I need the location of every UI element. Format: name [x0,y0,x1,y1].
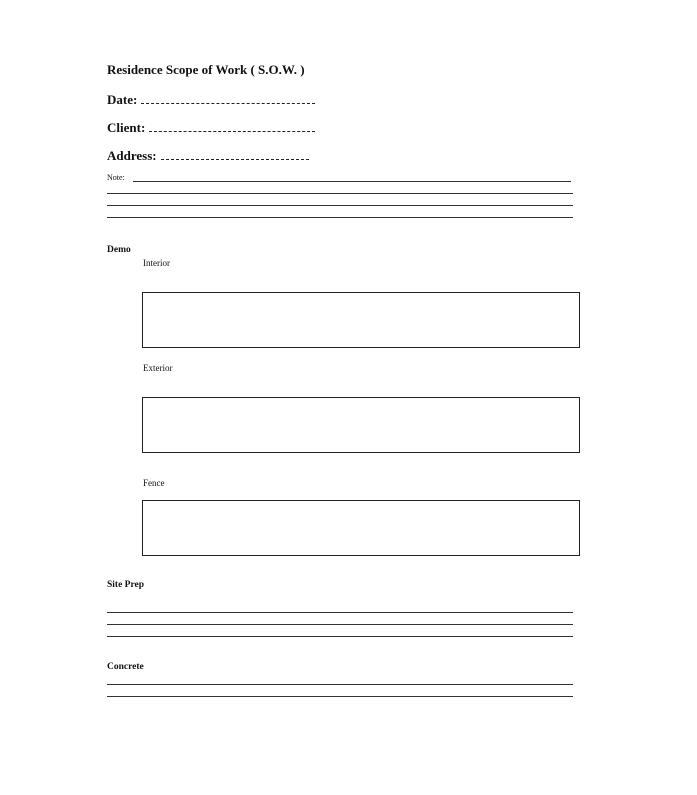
exterior-label: Exterior [143,363,173,373]
client-input-line[interactable] [149,123,315,132]
note-line-3[interactable] [107,205,573,206]
note-line-4[interactable] [107,217,573,218]
exterior-text-box[interactable] [142,397,580,453]
interior-text-box[interactable] [142,292,580,348]
date-label: Date: [107,92,138,107]
concrete-heading: Concrete [107,662,144,672]
note-line-2[interactable] [107,193,573,194]
address-label: Address: [107,148,157,163]
site-prep-line-2[interactable] [107,624,573,625]
site-prep-line-3[interactable] [107,636,573,637]
interior-label: Interior [143,258,170,268]
site-prep-line-1[interactable] [107,612,573,613]
fence-text-box[interactable] [142,500,580,556]
demo-heading: Demo [107,245,131,255]
address-input-line[interactable] [161,151,309,160]
site-prep-heading: Site Prep [107,580,145,590]
address-field [107,148,309,164]
concrete-line-2[interactable] [107,696,573,697]
date-input-line[interactable] [141,95,315,104]
note-label: Note: [107,173,125,182]
concrete-line-1[interactable] [107,684,573,685]
fence-label: Fence [143,478,165,488]
note-line-1[interactable] [133,181,571,182]
document-title: Residence Scope of Work ( S.O.W. ) [107,62,305,77]
date-field [107,92,315,108]
client-field [107,120,315,136]
client-label: Client: [107,120,146,135]
